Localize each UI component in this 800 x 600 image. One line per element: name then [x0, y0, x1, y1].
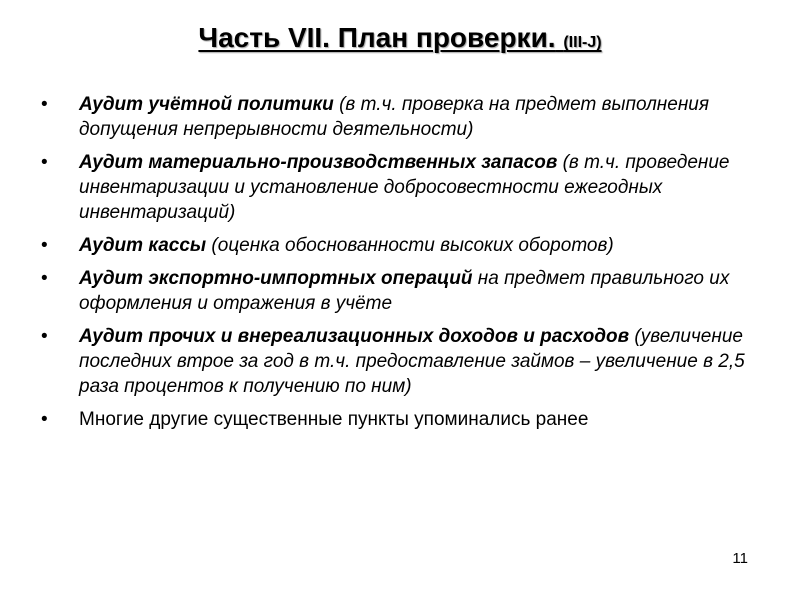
bullet-icon: • [41, 152, 48, 173]
bullet-item-other-income-expenses [40, 324, 760, 399]
bullet-icon: • [41, 326, 48, 347]
bullet-item-other-points [40, 407, 760, 432]
bullet-item-accounting-policy [40, 92, 760, 142]
bullet-text [79, 233, 760, 258]
bullet-icon: • [41, 409, 48, 430]
bullet-icon: • [41, 94, 48, 115]
slide-title-main: Часть VII. План проверки. [198, 22, 556, 53]
bullet-item-cash [40, 233, 760, 258]
bullet-rest: (увеличение последних втрое за год в т.ч. предоставление займов – увеличение в 2,5 раза процентов к получению по ним) [79, 326, 745, 397]
bullet-rest: (в т.ч. проверка на предмет выполнения допущения непрерывности деятельности) [79, 94, 710, 140]
bullet-lead: Аудит кассы [79, 235, 207, 256]
page-number: 11 [732, 550, 748, 567]
slide-title-suffix: (III-J) [563, 34, 602, 51]
bullet-rest: (оценка обоснованности высоких оборотов) [206, 235, 614, 256]
bullet-item-inventory [40, 150, 760, 225]
bullet-text [79, 92, 760, 142]
bullet-item-export-import [40, 266, 760, 316]
bullet-lead: Аудит прочих и внереализационных доходов и расходов [79, 326, 630, 347]
bullet-text [79, 150, 760, 225]
bullet-text [79, 266, 760, 316]
bullet-icon: • [41, 235, 48, 256]
bullet-icon: • [41, 268, 48, 289]
bullet-text [79, 324, 760, 399]
bullet-text: Многие другие существенные пункты упоминались ранее [79, 409, 589, 430]
bullet-lead: Аудит учётной политики [79, 94, 334, 115]
bullet-lead: Аудит экспортно-импортных операций [79, 268, 473, 289]
bullet-list [40, 92, 760, 440]
slide-title [0, 22, 800, 54]
bullet-rest: (в т.ч. проведение инвентаризации и установление добросовестности ежегодных инвентаризаций) [79, 152, 730, 223]
bullet-rest: на предмет правильного их оформления и отражения в учёте [79, 268, 730, 314]
bullet-lead: Аудит материально-производственных запасов [79, 152, 558, 173]
